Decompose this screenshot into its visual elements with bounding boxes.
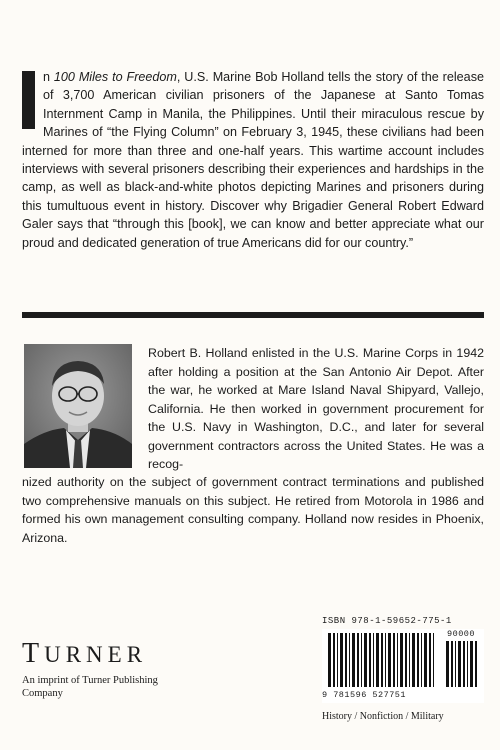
section-divider <box>22 312 484 318</box>
publisher-imprint: An imprint of Turner Publishing Company <box>22 675 158 699</box>
book-description <box>22 68 484 252</box>
author-photo <box>24 344 132 468</box>
description-text: , U.S. Marine Bob Holland tells the story of the release of 3,700 American civilian prisoners of the Japanese at Santo Tomas Internment Camp in Manila, the Philippines. Until their miraculous rescue by Marines of “the Flying Column” on February 3, 1945, these civilians had been interned for more than three and one-half years. This wartime account includes interviews with several prisoners describing their experiences and hardships in the camp, as well as black-and-white photos depicting Marines and prisoners during this tumultuous event in history. Discover why Brigadier General Robert Edward Galer says that “through this [book], we can know and better appreciate what our proud and dedicated generation of true Americans did for our country.” <box>22 70 484 250</box>
publisher-logo <box>22 638 147 670</box>
description-lead: n <box>43 70 54 84</box>
price-code: 90000 <box>447 629 476 639</box>
author-portrait-image <box>24 344 132 468</box>
author-bio-continued: nized authority on the subject of government contract terminations and published two comprehensive manuals on this subject. He retired from Motorola in 1986 and formed his own management consulting company. Holland now resides in Phoenix, Arizona. <box>22 475 484 545</box>
publisher-name-rest: URNER <box>44 642 148 667</box>
category-label: History / Nonfiction / Military <box>322 711 444 722</box>
drop-cap-bar <box>22 71 35 129</box>
publisher-initial: T <box>22 638 45 669</box>
isbn-label: ISBN 978-1-59652-775-1 <box>322 616 452 626</box>
book-title-italic: 100 Miles to Freedom <box>53 70 177 84</box>
barcode-digits: 9 781596 527751 <box>322 690 407 700</box>
author-bio: Robert B. Holland enlisted in the U.S. Marine Corps in 1942 after holding a position at the San Antonio Air Depot. After the war, he worked at Mare Island Naval Shipyard, Vallejo, California. He then worked in government procurement for the U.S. Navy in Washington, D.C., and later for several government contractors across the United States. He was a recog- <box>148 346 484 471</box>
